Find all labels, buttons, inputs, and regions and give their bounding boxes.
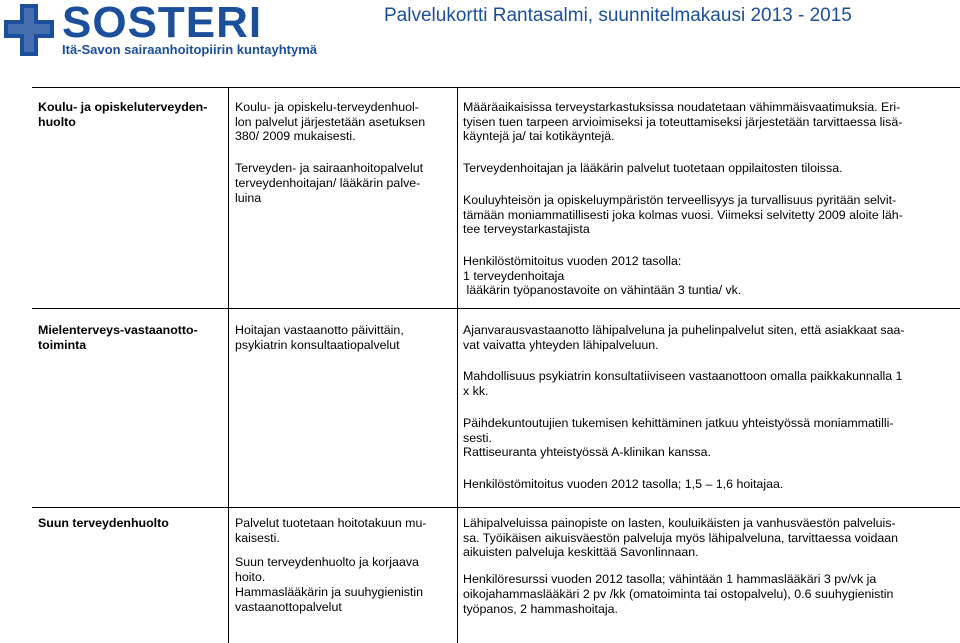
logo-subtitle: Itä-Savon sairaanhoitopiirin kuntayhtymä xyxy=(62,42,317,57)
text-line: Henkilöstömitoitus vuoden 2012 tasolla: xyxy=(463,253,682,268)
table-row-oral-health-heading xyxy=(38,516,224,531)
page-title: Palvelukortti Rantasalmi, suunnitelmakausi 2013 - 2015 xyxy=(384,5,852,26)
logo-word: SOSTERI xyxy=(62,0,263,47)
header xyxy=(0,0,960,66)
text-line: käyntejä ja/ tai kotikäyntejä. xyxy=(463,129,615,144)
text-line: Henkilöresurssi vuoden 2012 tasolla; vähintään 1 hammaslääkäri 3 pv/vk ja xyxy=(463,572,877,587)
detail-paragraph xyxy=(463,323,955,352)
row-divider xyxy=(32,507,960,508)
text-line: sa. Työikäisen aikuisväestön palveluja myös lähipalveluna, tarvittaessa voidaan xyxy=(463,530,899,545)
table-row-mental-health-services xyxy=(235,323,455,352)
row-divider xyxy=(32,308,960,309)
table-row-mental-health-details xyxy=(463,323,955,492)
table-top-border xyxy=(32,87,960,88)
row-heading-line: huolto xyxy=(38,114,76,129)
text-line: tee terveystarkastajista xyxy=(463,222,590,237)
text-line: x kk. xyxy=(463,384,489,399)
text-line: vastaanottopalvelut xyxy=(235,599,342,614)
text-line: työpanos, 2 hammashoitaja. xyxy=(463,601,618,616)
text-line: oikojahammaslääkäri 2 pv /kk (omatoiminta tai ostopalvelu), 0.6 suuhygienistin xyxy=(463,586,894,601)
column-divider xyxy=(457,87,458,643)
row-heading-line: Mielenterveys-vastaanotto- xyxy=(38,323,198,337)
detail-paragraph xyxy=(463,477,955,492)
service-paragraph xyxy=(235,323,455,352)
table-row-mental-health-heading xyxy=(38,323,224,352)
text-line: sesti. xyxy=(463,430,492,445)
text-line: Mahdollisuus psykiatrin konsultatiiviseen vastaanottoon omalla paikkakunnalla 1 xyxy=(463,369,903,384)
detail-paragraph xyxy=(463,161,955,176)
text-line: hoito. xyxy=(235,570,266,585)
text-line: Terveydenhoitajan ja lääkärin palvelut tuotetaan oppilaitosten tiloissa. xyxy=(463,161,843,176)
text-line: lääkärin työpanostavoite on vähintään 3 tuntia/ vk. xyxy=(463,283,742,298)
detail-paragraph xyxy=(463,254,955,298)
text-line: psykiatrin konsultaatiopalvelut xyxy=(235,337,400,352)
text-line: Henkilöstömitoitus vuoden 2012 tasolla; 1,5 – 1,6 hoitajaa. xyxy=(463,476,784,491)
row-heading-line: toiminta xyxy=(38,337,87,352)
detail-paragraph xyxy=(463,193,955,237)
text-line: Kouluyhteisön ja opiskeluympäristön terveellisyys ja turvallisuus pyritään selvit- xyxy=(463,192,897,207)
detail-paragraph xyxy=(463,416,955,460)
row-heading-line: Suun terveydenhuolto xyxy=(38,516,169,530)
text-line: 380/ 2009 mukaisesti. xyxy=(235,129,356,144)
service-paragraph xyxy=(235,161,455,205)
detail-paragraph xyxy=(463,516,955,560)
text-line: Ajanvarausvastaanotto lähipalveluna ja puhelinpalvelut siten, että asiakkaat saa- xyxy=(463,323,905,337)
service-table xyxy=(32,87,960,643)
text-line: Hammaslääkärin ja suuhygienistin xyxy=(235,584,424,599)
text-line: Määräaikaisissa terveystarkastuksissa noudatetaan vähimmäisvaatimuksia. Eri- xyxy=(463,100,901,114)
service-paragraph xyxy=(235,516,455,545)
row-heading-line: Koulu- ja opiskeluterveyden- xyxy=(38,100,208,114)
text-line: aikuisten palveluja keskittää Savonlinnaan. xyxy=(463,545,699,560)
service-paragraph xyxy=(235,100,455,144)
text-line: 1 terveydenhoitaja xyxy=(463,268,565,283)
text-line: vat vaivatta yhteyden lähipalveluun. xyxy=(463,337,659,352)
detail-paragraph xyxy=(463,369,955,398)
text-line: Terveyden- ja sairaanhoitopalvelut xyxy=(235,161,424,176)
table-row-school-health-services xyxy=(235,100,455,205)
text-line: kaisesti. xyxy=(235,530,280,545)
text-line: Koulu- ja opiskelu-terveydenhuol- xyxy=(235,100,419,114)
text-line: Lähipalveluissa painopiste on lasten, kouluikäisten ja vanhusväestön palveluis- xyxy=(463,516,896,530)
text-line: luina xyxy=(235,190,262,205)
column-divider xyxy=(228,87,229,643)
text-line: Suun terveydenhuolto ja korjaava xyxy=(235,555,419,570)
text-line: Hoitajan vastaanotto päivittäin, xyxy=(235,323,404,337)
text-line: Rattiseuranta yhteistyössä A-klinikan kanssa. xyxy=(463,445,711,460)
detail-paragraph xyxy=(463,572,955,616)
text-line: Palvelut tuotetaan hoitotakuun mu- xyxy=(235,516,427,530)
text-line: terveydenhoitajan/ lääkärin palve- xyxy=(235,175,421,190)
table-row-school-health-details xyxy=(463,100,955,298)
table-row-oral-health-details xyxy=(463,516,955,616)
cross-icon xyxy=(0,0,60,60)
text-line: tämään moniammatillisesti joka kolmas vuosi. Viimeksi selvitetty 2009 aloite läh- xyxy=(463,207,903,222)
text-line: lon palvelut järjestetään asetuksen xyxy=(235,114,426,129)
service-paragraph xyxy=(235,555,455,614)
detail-paragraph xyxy=(463,100,955,144)
text-line: tyisen tuen tarpeen arvioimiseksi ja toteuttamiseksi järjestetään tarvittaessa lisä- xyxy=(463,114,903,129)
text-line: Päihdekuntoutujien tukemisen kehittäminen jatkuu yhteistyössä moniammatilli- xyxy=(463,415,894,430)
table-row-oral-health-services xyxy=(235,516,455,614)
sosteri-logo xyxy=(0,0,317,66)
table-row-school-health-heading xyxy=(38,100,224,129)
